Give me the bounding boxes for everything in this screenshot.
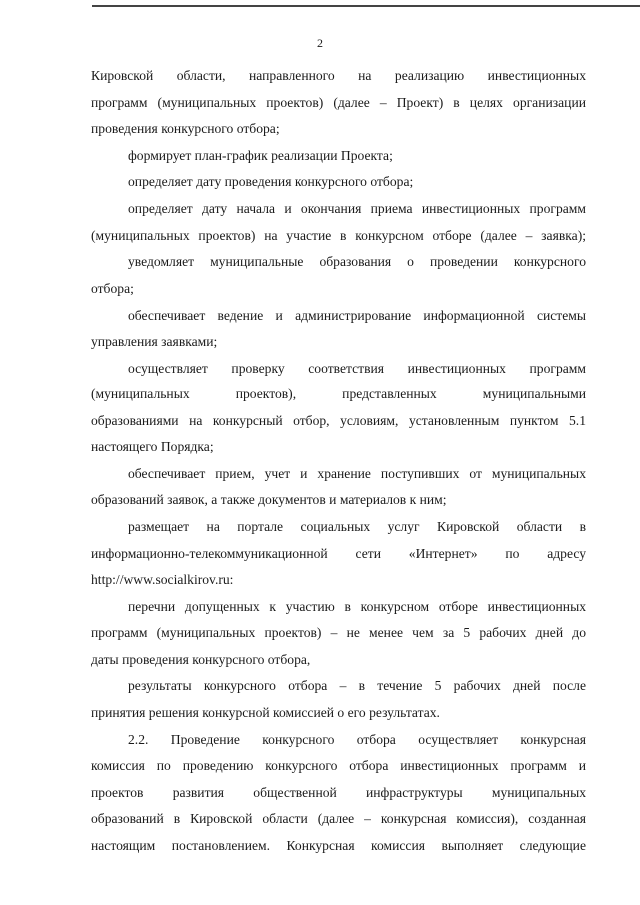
text-line: информационно-телекоммуникационной сети «Интернет» по адресу [91,546,586,561]
text-line: образований заявок, а также документов и материалов к ним; [91,492,447,507]
text-line: осуществляет проверку соответствия инвестиционных программ [128,361,586,376]
text-line: программ (муниципальных проектов) (далее – Проект) в целях организации [91,95,586,110]
text-line: обеспечивает прием, учет и хранение поступивших от муниципальных [128,466,586,481]
text-line: формирует план-график реализации Проекта; [128,148,393,163]
text-line: проведения конкурсного отбора; [91,121,280,136]
text-line: (муниципальных проектов), представленных муниципальными [91,386,586,401]
text-line: программ (муниципальных проектов) – не менее чем за 5 рабочих дней до [91,625,586,640]
text-line: http://www.socialkirov.ru: [91,572,234,587]
text-line: даты проведения конкурсного отбора, [91,652,311,667]
text-line: перечни допущенных к участию в конкурсном отборе инвестиционных [128,599,586,614]
text-line: размещает на портале социальных услуг Кировской области в [128,519,586,534]
text-line: результаты конкурсного отбора – в течение 5 рабочих дней после [128,678,586,693]
text-line: (муниципальных проектов) на участие в конкурсном отборе (далее – заявка); [91,228,586,243]
text-line: образованиями на конкурсный отбор, условиям, установленным пунктом 5.1 [91,413,586,428]
text-line: 2.2. Проведение конкурсного отбора осуществляет конкурсная [128,732,586,747]
text-line: принятия решения конкурсной комиссией о его результатах. [91,705,440,720]
text-line: управления заявками; [91,334,218,349]
text-line: определяет дату начала и окончания приема инвестиционных программ [128,201,586,216]
text-line: отбора; [91,281,134,296]
text-line: настоящего Порядка; [91,439,214,454]
text-line: образований в Кировской области (далее – конкурсная комиссия), созданная [91,811,586,826]
page-number: 2 [317,36,323,50]
text-line: обеспечивает ведение и администрирование информационной системы [128,308,586,323]
text-line: определяет дату проведения конкурсного отбора; [128,174,414,189]
top-border-line [92,5,640,7]
text-line: настоящим постановлением. Конкурсная комиссия выполняет следующие [91,838,586,853]
text-line: комиссия по проведению конкурсного отбора инвестиционных программ и [91,758,586,773]
text-line: проектов развития общественной инфраструктуры муниципальных [91,785,586,800]
text-line: уведомляет муниципальные образования о проведении конкурсного [128,254,586,269]
text-line: Кировской области, направленного на реализацию инвестиционных [91,68,586,83]
